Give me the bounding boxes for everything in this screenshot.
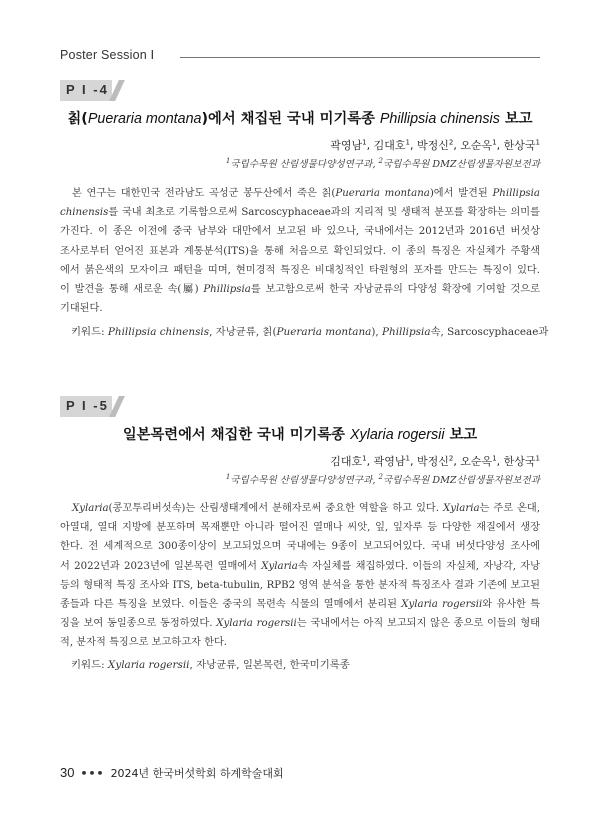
affiliation: $^1$국립수목원 산림생물다양성연구과, $^2$국립수목원 DMZ산림생물자원보전과 (225, 156, 540, 170)
page-footer (60, 765, 284, 781)
abstract-body (60, 499, 540, 653)
poster-code-badge (60, 396, 122, 417)
abstract-line: 에서 붉은색의 모자이크 패턴을 띠며, 현미경적 특징은 비대칭적인 타원형의 포자를 만드는 특징이 있다. (60, 264, 540, 276)
affiliation: $^1$국립수목원 산림생물다양성연구과, $^2$국립수목원 DMZ산림생물자원보전과 (225, 472, 540, 486)
abstract-line: 징을 보여 동일종으로 동정하였다. Xylaria rogersii는 국내에서는 아직 보고되지 않은 종으로 이들의 형태 (60, 618, 540, 630)
footer-dots: ••• (80, 767, 105, 780)
poster-code: P I -5 (66, 398, 109, 413)
abstract-body (60, 184, 540, 318)
poster-code-badge (60, 80, 122, 101)
poster-title: 칡(Pueraria montana)에서 채집된 국내 미기록종 Phillipsia chinensis 보고 (67, 111, 533, 127)
abstract-line: chinensis를 국내 최초로 기록함으로써 Sarcoscyphaceae과의 지리적 및 생태적 분포를 확장하는 의미를 (60, 207, 540, 219)
abstract-line: 가진다. 이 종은 이전에 중국 남부와 대만에서 보고된 바 있으나, 국내에서는 2012년과 2016년 버섯상 (60, 226, 540, 238)
authors: 곽영남$^1$, 김대호$^1$, 박정신$^2$, 오순옥$^1$, 한상국$^1$ (330, 138, 540, 152)
page-number: 30 (60, 765, 75, 780)
abstract-line: 기대된다. (60, 303, 103, 315)
poster-code: P I -4 (66, 82, 109, 97)
authors: 김대호$^1$, 곽영남$^1$, 박정신$^2$, 오순옥$^1$, 한상국$^1$ (330, 454, 540, 468)
abstract-line: 조사로부터 얻어진 표본과 계통분석(ITS)을 통해 처음으로 확인되었다. 이 종의 특징은 자실체가 주황색 (60, 245, 540, 257)
session-label: Poster Session Ⅰ (60, 48, 155, 62)
poster-title: 일본목련에서 채집한 국내 미기록종 Xylaria rogersii 보고 (122, 427, 478, 443)
abstract-line: 이 발견을 통해 새로운 속(屬) Phillipsia를 보고함으로써 한국 자낭균류의 다양성 확장에 기여할 것으로 (60, 283, 540, 295)
abstract-line: 종들과 다른 특징을 보였다. 이들은 중국의 목련속 식물의 열매에서 분리된 Xylaria rogersii와 유사한 특 (60, 598, 540, 610)
running-header (60, 47, 540, 67)
keywords: 키워드: Xylaria rogersii, 자낭균류, 일본목련, 한국미기록종 (71, 659, 350, 671)
conference-name: 2024년 한국버섯학회 하계학술대회 (110, 767, 284, 780)
abstract-line: 적, 분자적 특징으로 보고하고자 한다. (60, 637, 228, 649)
abstract-line: 서 2022년과 2023년에 일본목련 열매에서 Xylaria속 자실체를 채집하였다. 이들의 자실체, 자낭각, 자낭 (60, 560, 540, 572)
header-rule (180, 57, 540, 58)
abstract-line: 본 연구는 대한민국 전라남도 곡성군 봉두산에서 죽은 칡(Pueraria montana)에서 발견된 Phillipsia (72, 188, 540, 199)
abstract-line: 한다. 전 세계적으로 300종이상이 보고되었으며 국내에는 9종이 보고되어있다. 국내 버섯다양성 조사에 (60, 541, 540, 553)
abstract-line: 아열대, 열대 지방에 분포하며 목재뿐만 아니라 떨어진 열매나 씨앗, 잎, 잎자루 등 다양한 재질에서 생장 (60, 522, 540, 534)
keywords: 키워드: Phillipsia chinensis, 자낭균류, 칡(Pueraria montana), Phillipsia속, Sarcoscyphaceae과 (71, 326, 549, 338)
abstract-line: 등의 형태적 특징 조사와 ITS, beta-tubulin, RPB2 영역 분석을 통한 분자적 특징조사 결과 기존에 보고된 (60, 579, 540, 591)
abstract-line: Xylaria(콩꼬투리버섯속)는 산림생태계에서 분해자로써 중요한 역할을 하고 있다. Xylaria는 주로 온대, (72, 503, 540, 514)
